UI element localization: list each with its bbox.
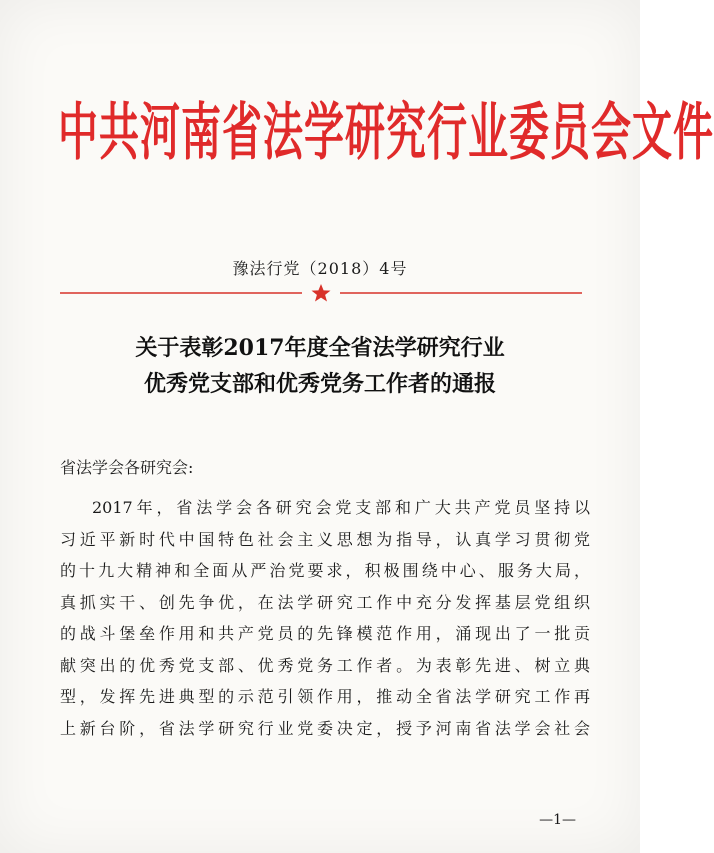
body-line: 上新台阶，省法学研究行业党委决定，授予河南省法学会社会	[60, 718, 590, 738]
body-line: 型，发挥先进典型的示范引领作用，推动全省法学研究工作再	[60, 687, 590, 706]
body-line: 习近平新时代中国特色社会主义思想为指导，认真学习贯彻党	[60, 529, 590, 549]
document-number: 豫法行党（2018）4号	[232, 259, 408, 278]
notice-title	[0, 330, 640, 402]
notice-title-line-1: 关于表彰2017年度全省法学研究行业	[135, 335, 505, 361]
star-icon	[312, 284, 331, 302]
issuing-authority-header: 中共河南省法学研究行业委员会文件	[58, 97, 714, 169]
body-line: 真抓实干、创先争优，在法学研究工作中充分发挥基层党组织	[60, 592, 590, 612]
body-paragraph	[60, 492, 590, 744]
red-divider	[60, 283, 582, 303]
body-line: 的十九大精神和全面从严治党要求，积极围绕中心、服务大局，	[60, 561, 590, 580]
salutation: 省法学会各研究会:	[60, 458, 194, 477]
notice-title-line-2: 优秀党支部和优秀党务工作者的通报	[143, 371, 496, 397]
body-line: 2017年，省法学会各研究会党支部和广大共产党员坚持以	[92, 498, 590, 517]
body-line: 献突出的优秀党支部、优秀党务工作者。为表彰先进、树立典	[60, 655, 590, 675]
page-number: —1—	[539, 812, 576, 828]
body-line: 的战斗堡垒作用和共产党员的先锋模范作用，涌现出了一批贡	[60, 624, 590, 643]
